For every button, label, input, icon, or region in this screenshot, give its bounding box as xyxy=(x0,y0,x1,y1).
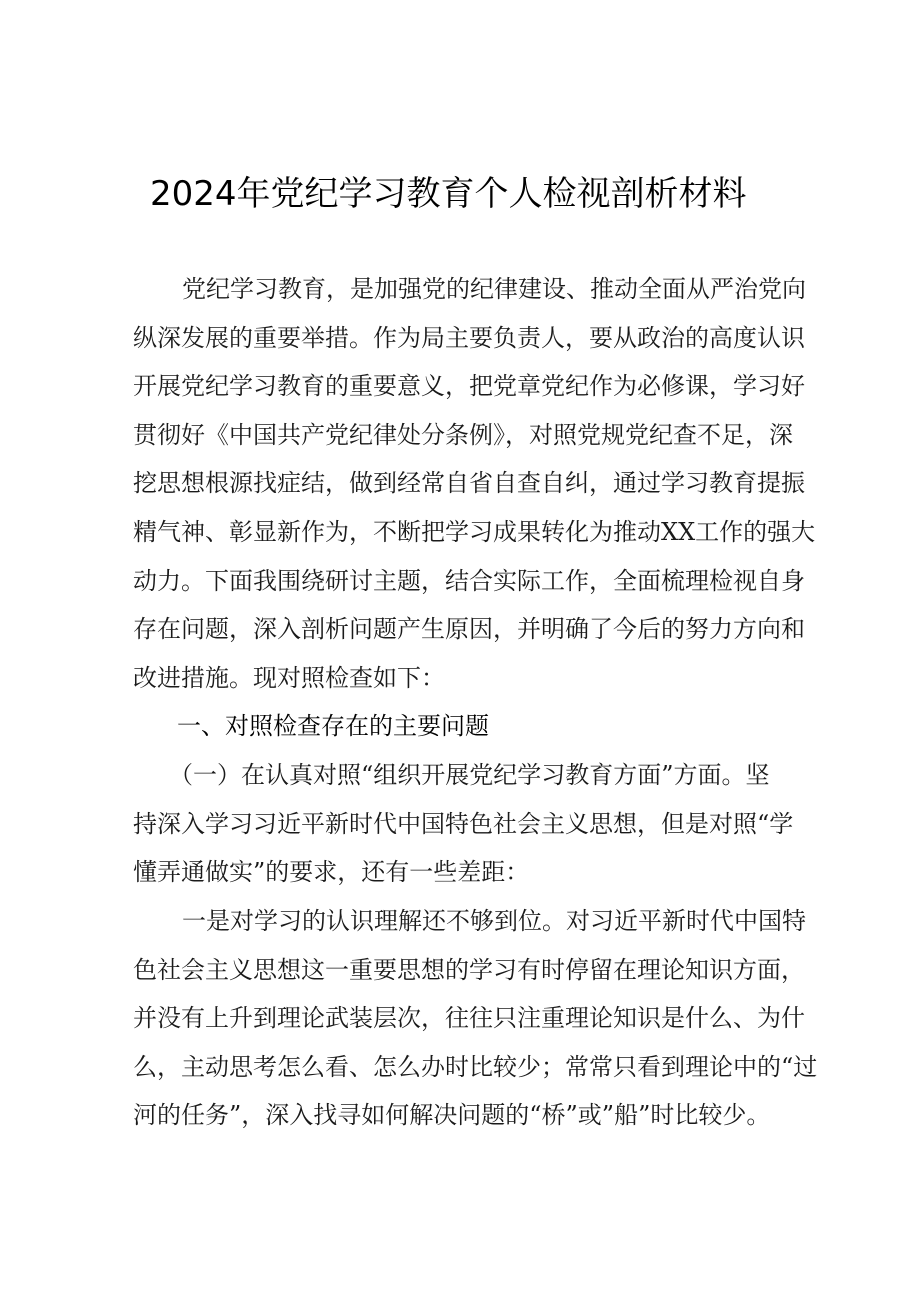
paragraph-line: （一）在认真对照“组织开展党纪学习教育方面”方面。坚 xyxy=(169,761,770,789)
paragraph-line: 么，主动思考怎么看、怎么办时比较少；常常只看到理论中的“过 xyxy=(133,1052,818,1081)
paragraph-line: 存在问题，深入剖析问题产生原因，并明确了今后的努力方向和 xyxy=(133,615,805,644)
paragraph-line: 改进措施。现对照检查如下： xyxy=(133,663,445,692)
document-title: 2024年党纪学习教育个人检视剖析材料 xyxy=(150,174,747,214)
paragraph-line: 持深入学习习近平新时代中国特色社会主义思想，但是对照“学 xyxy=(133,809,794,838)
paragraph-line: 贯彻好《中国共产党纪律处分条例》，对照党规党纪查不足，深 xyxy=(133,420,793,449)
paragraph-line: 并没有上升到理论武装层次，往往只注重理论知识是什么、为什 xyxy=(133,1004,805,1033)
section-heading: 一、对照检查存在的主要问题 xyxy=(177,712,489,741)
paragraph-line: 河的任务”，深入找寻如何解决问题的“桥”或”船”时比较少。 xyxy=(133,1101,771,1130)
paragraph-line: 精气神、彰显新作为，不断把学习成果转化为推动XX工作的强大 xyxy=(133,517,816,546)
point-paragraph xyxy=(133,897,818,1140)
paragraph-line: 纵深发展的重要举措。作为局主要负责人，要从政治的高度认识 xyxy=(133,323,805,352)
paragraph-line: 开展党纪学习教育的重要意义，把党章党纪作为必修课，学习好 xyxy=(133,372,805,401)
subsection-paragraph xyxy=(133,751,793,897)
intro-paragraph xyxy=(133,265,816,751)
paragraph-line: 懂弄通做实”的要求，还有一些差距： xyxy=(133,858,530,887)
paragraph-line: 色社会主义思想这一重要思想的学习有时停留在理论知识方面， xyxy=(133,955,805,984)
paragraph-line: 党纪学习教育，是加强党的纪律建设、推动全面从严治党向 xyxy=(182,275,806,303)
paragraph-line: 挖思想根源找症结，做到经常自省自查自纠，通过学习教育提振 xyxy=(133,469,805,498)
paragraph-line: 一是对学习的认识理解还不够到位。对习近平新时代中国特 xyxy=(182,907,806,935)
paragraph-line: 动力。下面我围绕研讨主题，结合实际工作，全面梳理检视自身 xyxy=(133,566,805,595)
